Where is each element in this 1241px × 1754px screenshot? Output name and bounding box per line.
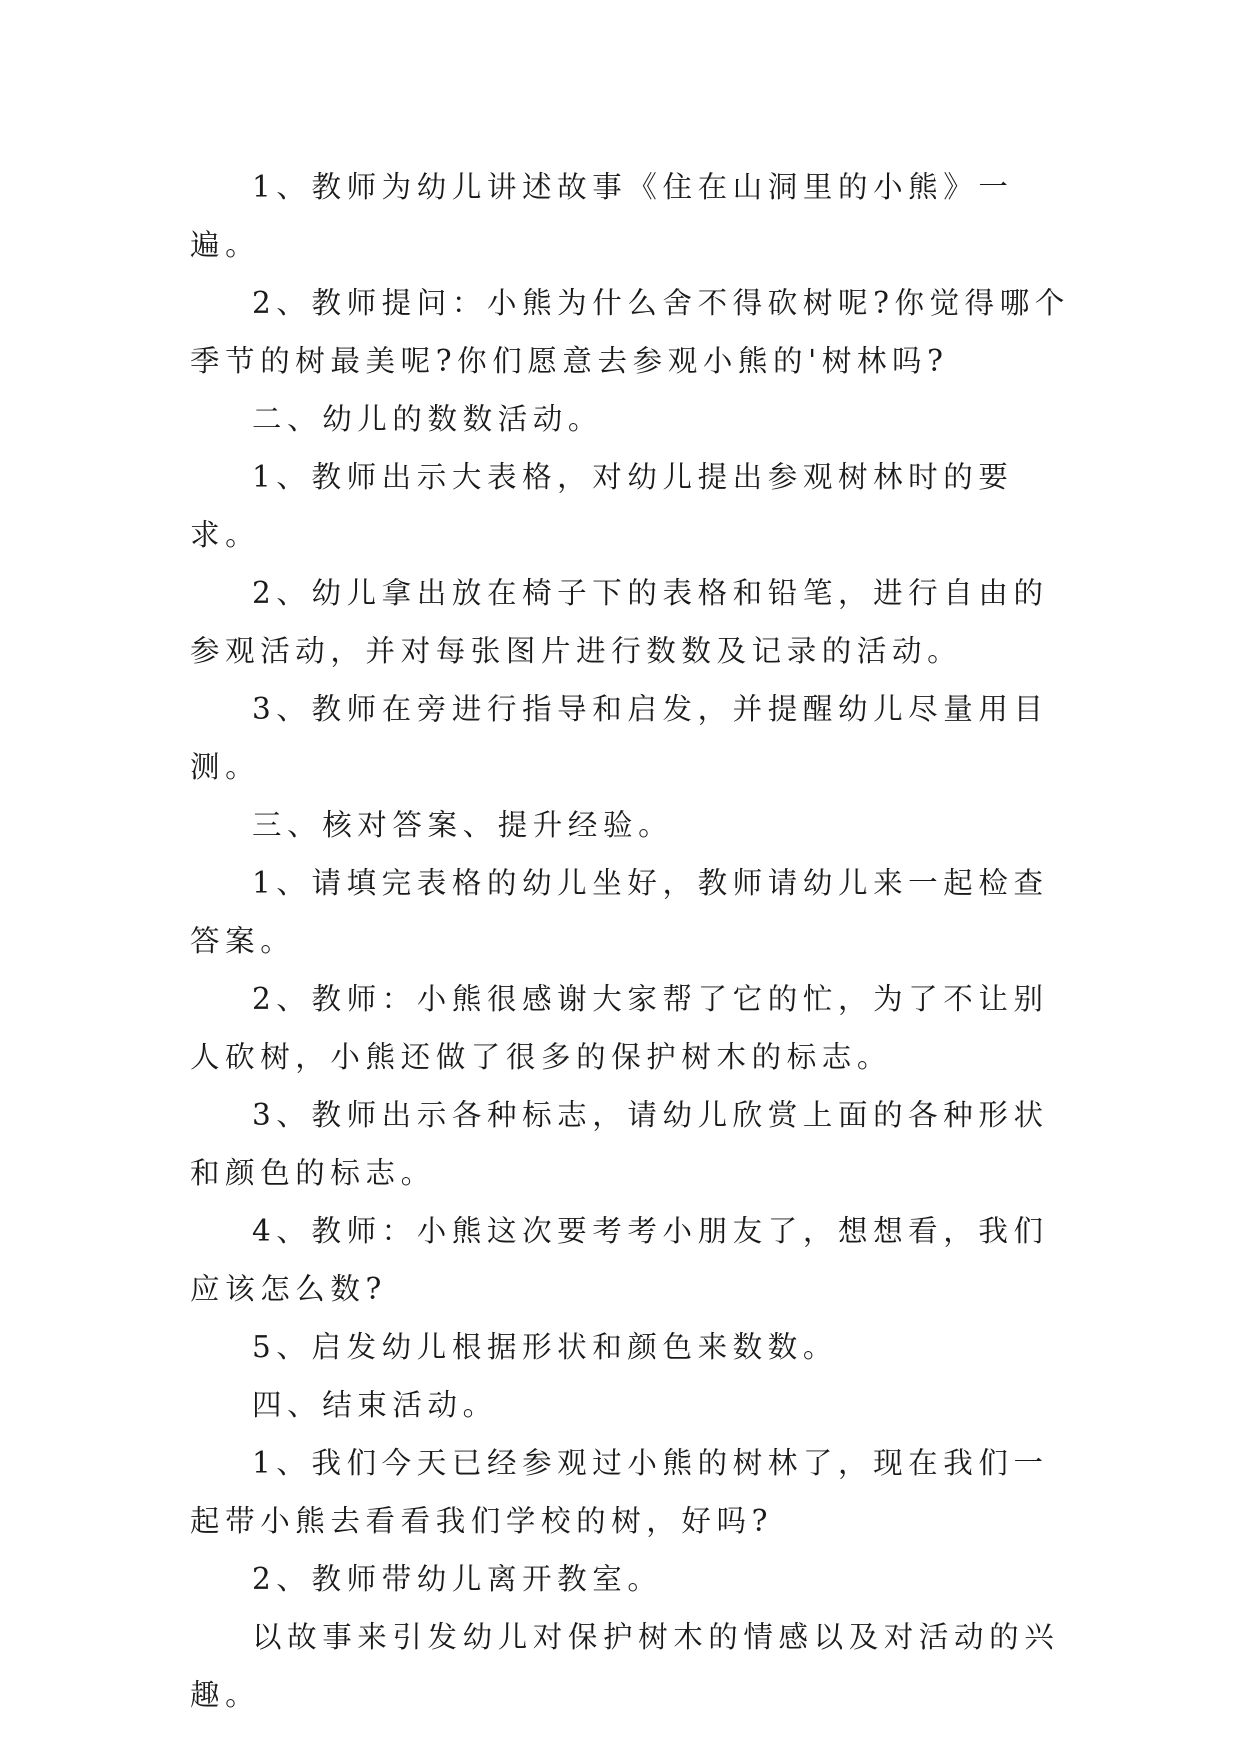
paragraph: 三、核对答案、提升经验。 — [252, 808, 674, 842]
paragraph: 1、教师为幼儿讲述故事《住在山洞里的小熊》一遍。 — [190, 170, 1014, 262]
paragraph: 1、我们今天已经参观过小熊的树林了，现在我们一起带小熊去看看我们学校的树，好吗? — [190, 1446, 1049, 1538]
paragraph: 3、教师在旁进行指导和启发，并提醒幼儿尽量用目测。 — [190, 692, 1049, 784]
paragraph: 四、结束活动。 — [252, 1388, 498, 1422]
paragraph: 5、启发幼儿根据形状和颜色来数数。 — [252, 1330, 838, 1364]
paragraph: 以故事来引发幼儿对保护树木的情感以及对活动的兴趣。 — [190, 1620, 1060, 1712]
document-body — [190, 158, 1070, 1724]
paragraph: 2、幼儿拿出放在椅子下的表格和铅笔，进行自由的参观活动，并对每张图片进行数数及记录的活动。 — [190, 576, 1049, 668]
paragraph: 1、请填完表格的幼儿坐好，教师请幼儿来一起检查答案。 — [190, 866, 1049, 958]
paragraph: 2、教师：小熊很感谢大家帮了它的忙，为了不让别人砍树，小熊还做了很多的保护树木的标志。 — [190, 982, 1049, 1074]
paragraph: 2、教师带幼儿离开教室。 — [252, 1562, 663, 1596]
paragraph: 二、幼儿的数数活动。 — [252, 402, 604, 436]
paragraph: 4、教师：小熊这次要考考小朋友了，想想看，我们应该怎么数? — [190, 1214, 1049, 1306]
paragraph: 1、教师出示大表格，对幼儿提出参观树林时的要求。 — [190, 460, 1014, 552]
paragraph: 3、教师出示各种标志，请幼儿欣赏上面的各种形状和颜色的标志。 — [190, 1098, 1049, 1190]
paragraph: 2、教师提问：小熊为什么舍不得砍树呢?你觉得哪个季节的树最美呢?你们愿意去参观小熊的'树林吗? — [190, 286, 1070, 378]
